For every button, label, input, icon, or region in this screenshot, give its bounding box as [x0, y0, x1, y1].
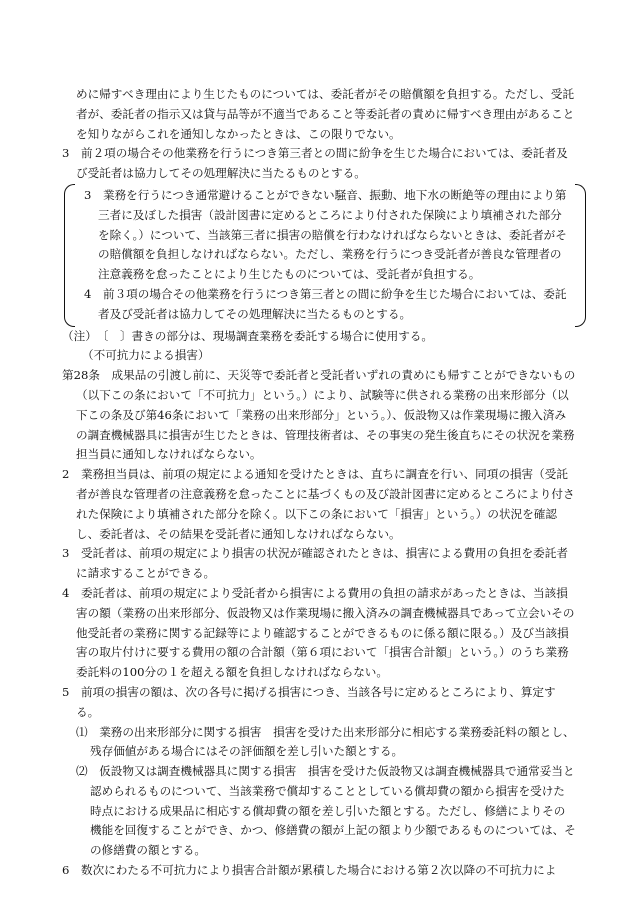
right-bracket	[575, 184, 586, 327]
paragraph-continuation: めに帰すべき理由により生じたものについては、委託者がその賠償額を負担する。ただし、受託者が、委託者の指示又は貸与品等が不適当であること等委託者の責めに帰すべき理由があることを知りながらこれを通知しなかったときは、この限りでない。	[76, 87, 575, 141]
article-28: 第28条 成果品の引渡し前に、天災等で委託者と受託者いずれの責めにも帰すことができないもの（以下この条において「不可抗力」という。）により、試験等に供される業務の出来形部分（以下この条及び第46条において「業務の出来形部分」という。）、仮設物又は作業現場に搬入済みの調査機械器具に損害が生じたときは、管理技術者は、その事実の発生後直ちにその状況を業務担当員に通知しなければならない。	[62, 368, 576, 462]
left-bracket	[64, 184, 75, 327]
bracket-paragraph-4: 4 前３項の場合その他業務を行うにつき第三者との間に紛争を生じた場合においては、委託者及び受託者は協力してその処理解決に当たるものとする。	[84, 286, 567, 321]
bracket-paragraph-3: 3 業務を行うにつき通常避けることができない騒音、振動、地下水の断絶等の理由により第三者に及ぼした損害（設計図書に定めるところにより付された保険により填補された部分を除く。）について、当該第三者に損害の賠償を行わなければならないときは、委託者がその賠償額を負担しなければならない。ただし、業務を行うにつき受託者が善良な管理者の注意義務を怠ったことにより生じたものについては、受託者が負担する。	[84, 187, 567, 282]
article-28-paragraph-4: 4 委託者は、前項の規定により受託者から損害による費用の負担の請求があったときは、当該損害の額（業務の出来形部分、仮設物又は作業現場に搬入済みの調査機械器具であって立会いその他受託者の業務に関する記録等により確認することができるものに係る額に限る。）及び当該損害の取片付けに要する費用の額の合計額（第６項において「損害合計額」という。）のうち業務委託料の100分の１を超える額を負担しなければならない。	[62, 585, 575, 680]
article-28-paragraph-3: 3 受託者は、前項の規定により損害の状況が確認されたときは、損害による費用の負担を委託者に請求することができる。	[62, 546, 568, 581]
document-page	[62, 85, 576, 881]
article-28-paragraph-6: 6 数次にわたる不可抗力により損害合計額が累積した場合における第２次以降の不可抗力によ	[62, 863, 557, 878]
paragraph-3: 3 前２項の場合その他業務を行うにつき第三者との間に紛争を生じた場合においては、委託者及び受託者は協力してその処理解決に当たるものとする。	[62, 146, 568, 181]
article-28-paragraph-5: 5 前項の損害の額は、次の各号に掲げる損害につき、当該各号に定めるところにより、算定する。	[62, 684, 556, 719]
note: （注） 〔 〕書きの部分は、現場調査業務を委託する場合に使用する。	[62, 328, 433, 343]
article-heading: （不可抗力による損害）	[82, 348, 210, 363]
item-2: ⑵ 仮設物又は調査機械器具に関する損害 損害を受けた仮設物又は調査機械器具で通常妥当と認められるものについて、当該業務で償却することとしている償却費の額から損害を受けた時点における成果品に相応する償却費の額を差し引いた額とする。ただし、修繕によりその機能を回復することができ、かつ、修繕費の額が上記の額より少額であるものについては、その修繕費の額とする。	[76, 764, 576, 858]
bracketed-alternative-block	[68, 184, 582, 327]
item-1: ⑴ 業務の出来形部分に関する損害 損害を受けた出来形部分に相応する業務委託料の額とし、残存価値がある場合にはその評価額を差し引いた額とする。	[76, 724, 575, 759]
article-28-paragraph-2: 2 業務担当員は、前項の規定による通知を受けたときは、直ちに調査を行い、同項の損害（受託者が善良な管理者の注意義務を怠ったことに基づくもの及び設計図書に定めるところにより付された保険により填補された部分を除く。以下この条において「損害」という。）の状況を確認し、委託者は、その結果を受託者に通知しなければならない。	[62, 467, 575, 541]
